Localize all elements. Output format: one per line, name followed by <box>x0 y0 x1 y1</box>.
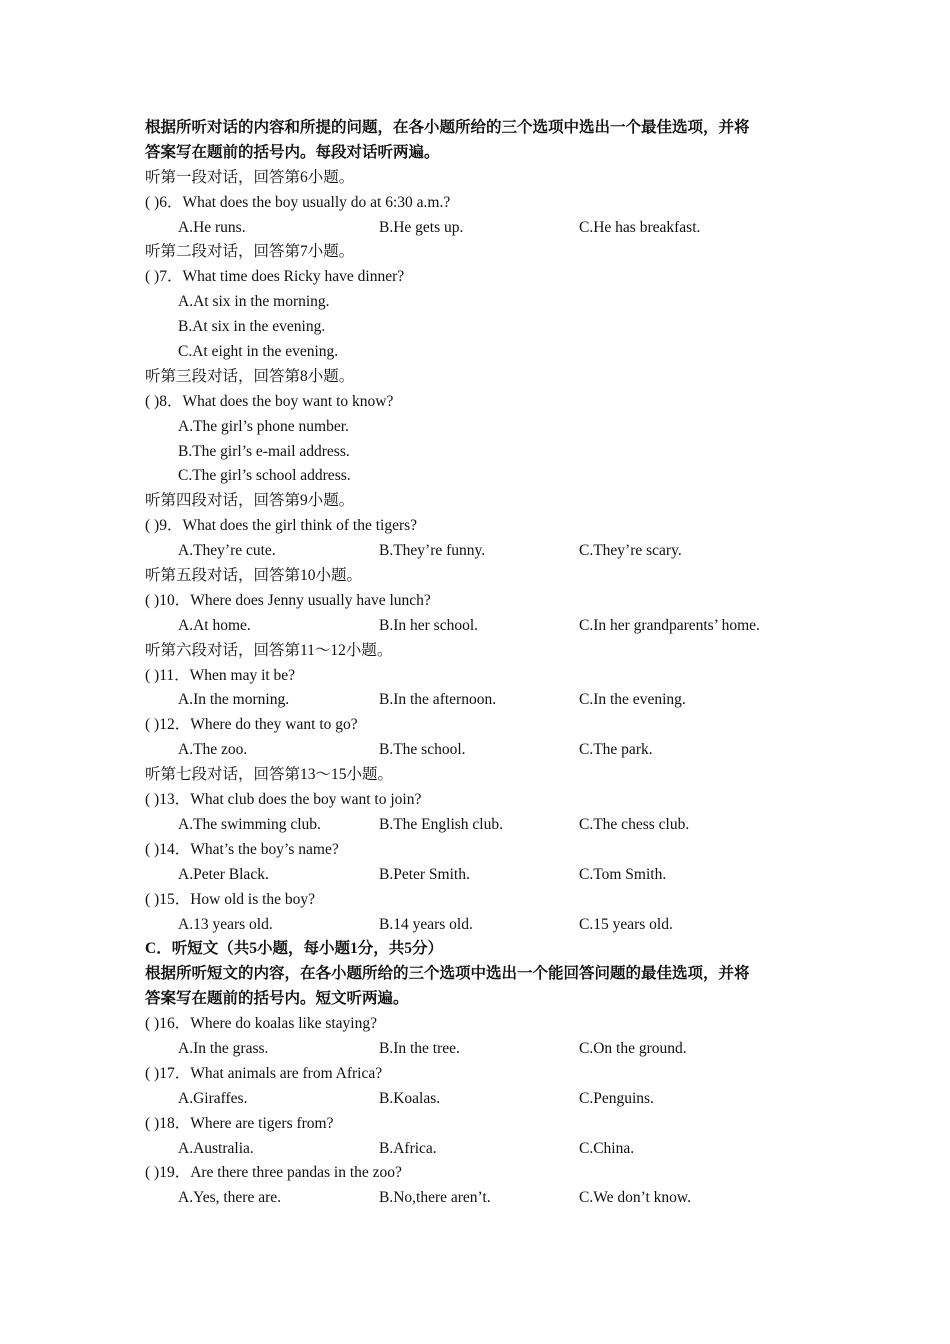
answer-option: C.He has breakfast. <box>579 218 701 236</box>
answer-option: A.Australia. <box>178 1139 254 1157</box>
question: ( )12．Where do they want to go? <box>145 716 358 734</box>
answer-option: C.The park. <box>579 741 653 759</box>
bold-instruction: 根据所听短文的内容，在各小题所给的三个选项中选出一个能回答问题的最佳选项，并将 <box>145 965 750 983</box>
answer-option: C.China. <box>579 1139 635 1157</box>
answer-option: C.In the evening. <box>579 691 686 709</box>
answer-option: A.Peter Black. <box>178 865 269 883</box>
answer-option: A.In the morning. <box>178 691 290 709</box>
answer-option: A.13 years old. <box>178 915 273 933</box>
exam-page <box>145 116 825 1211</box>
section-heading: 听第一段对话，回答第6小题。 <box>145 168 355 186</box>
question: ( )7．What time does Ricky have dinner? <box>145 268 405 286</box>
answer-option: C.The chess club. <box>579 815 690 833</box>
answer-options-row <box>145 863 825 888</box>
answer-option: B.The girl’s e-mail address. <box>178 442 350 460</box>
section-heading: 听第四段对话，回答第9小题。 <box>145 492 355 510</box>
answer-option: B.The school. <box>379 741 466 759</box>
answer-option: A.In the grass. <box>178 1039 269 1057</box>
answer-options-row <box>145 813 825 838</box>
answer-option: C.The girl’s school address. <box>178 467 351 485</box>
answer-option: B.Koalas. <box>379 1089 441 1107</box>
answer-option: C.Tom Smith. <box>579 865 667 883</box>
answer-option: A.The zoo. <box>178 741 248 759</box>
answer-option: A.Giraffes. <box>178 1089 248 1107</box>
answer-options-row <box>145 738 825 763</box>
answer-option: A.The girl’s phone number. <box>178 417 349 435</box>
answer-options-row <box>145 1137 825 1162</box>
answer-option: B.Peter Smith. <box>379 865 470 883</box>
instruction-line-1: 根据所听对话的内容和所提的问题，在各小题所给的三个选项中选出一个最佳选项，并将 <box>145 119 750 136</box>
answer-option: B.In the tree. <box>379 1039 460 1057</box>
answer-option: A.The swimming club. <box>178 815 321 833</box>
answer-option: B.He gets up. <box>379 218 464 236</box>
bold-instruction: 答案写在题前的括号内。短文听两遍。 <box>145 990 409 1008</box>
question: ( )17．What animals are from Africa? <box>145 1064 383 1082</box>
answer-option: B.14 years old. <box>379 915 473 933</box>
answer-option: B.They’re funny. <box>379 542 486 560</box>
question: ( )14．What’s the boy’s name? <box>145 840 339 858</box>
answer-option: B.Africa. <box>379 1139 437 1157</box>
answer-options-row <box>145 216 825 241</box>
answer-options-row <box>145 614 825 639</box>
answer-options-row <box>145 688 825 713</box>
question: ( )8．What does the boy want to know? <box>145 392 394 410</box>
answer-options-row <box>145 1087 825 1112</box>
question: ( )18．Where are tigers from? <box>145 1114 334 1132</box>
answer-option: C.On the ground. <box>579 1039 687 1057</box>
answer-option: B.In her school. <box>379 616 479 634</box>
section-heading: 听第三段对话，回答第8小题。 <box>145 367 355 385</box>
answer-option: C.In her grandparents’ home. <box>579 616 760 634</box>
section-heading: 听第七段对话，回答第13～15小题。 <box>145 766 394 784</box>
answer-option: C.15 years old. <box>579 915 673 933</box>
answer-option: C.At eight in the evening. <box>178 343 339 361</box>
answer-option: A.Yes, there are. <box>178 1189 282 1207</box>
answer-option: A.They’re cute. <box>178 542 276 560</box>
answer-option: B.In the afternoon. <box>379 691 497 709</box>
answer-options-row <box>145 913 825 938</box>
question: ( )9．What does the girl think of the tigers? <box>145 517 418 535</box>
question: ( )6．What does the boy usually do at 6:30 a.m.? <box>145 193 451 211</box>
question: ( )16．Where do koalas like staying? <box>145 1015 377 1033</box>
answer-option: C.They’re scary. <box>579 542 682 560</box>
question: ( )11．When may it be? <box>145 666 296 684</box>
answer-option: B.At six in the evening. <box>178 318 326 336</box>
question: ( )15．How old is the boy? <box>145 890 316 908</box>
answer-option: A.At six in the morning. <box>178 293 330 311</box>
question: ( )19．Are there three pandas in the zoo? <box>145 1164 402 1182</box>
instruction-line-2: 答案写在题前的括号内。每段对话听两遍。 <box>145 143 440 161</box>
answer-option: B.The English club. <box>379 815 503 833</box>
question-list <box>145 166 825 1211</box>
bold-instruction: C．听短文（共5小题，每小题1分，共5分） <box>145 940 443 958</box>
answer-option: B.No,there aren’t. <box>379 1189 491 1207</box>
question: ( )13．What club does the boy want to join? <box>145 791 422 809</box>
answer-option: C.Penguins. <box>579 1089 654 1107</box>
answer-options-row <box>145 1037 825 1062</box>
answer-option: C.We don’t know. <box>579 1189 691 1207</box>
question: ( )10．Where does Jenny usually have lunch? <box>145 591 431 609</box>
answer-options-row <box>145 1186 825 1211</box>
answer-option: A.He runs. <box>178 218 246 236</box>
section-heading: 听第六段对话，回答第11～12小题。 <box>145 641 393 659</box>
section-heading: 听第五段对话，回答第10小题。 <box>145 567 363 585</box>
answer-options-row <box>145 539 825 564</box>
answer-option: A.At home. <box>178 616 251 634</box>
section-heading: 听第二段对话，回答第7小题。 <box>145 243 355 261</box>
